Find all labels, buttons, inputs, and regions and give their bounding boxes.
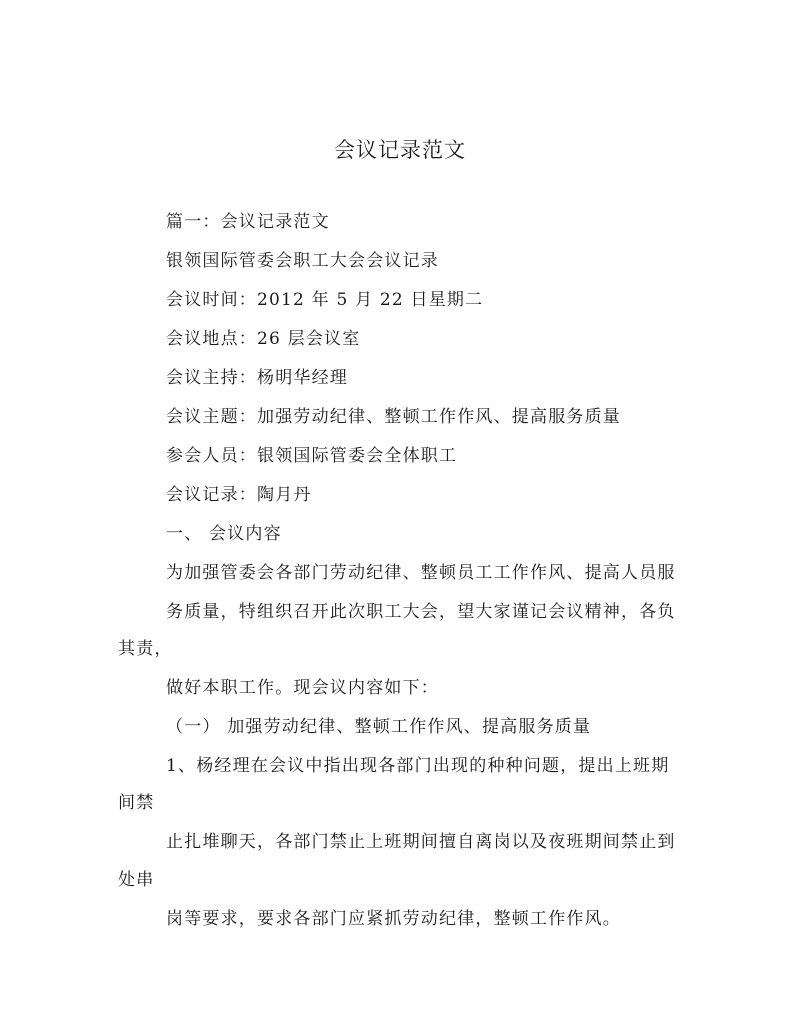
paragraph-line: 做好本职工作。现会议内容如下： xyxy=(166,678,439,698)
meeting-name: 银领国际管委会职工大会会议记录 xyxy=(166,251,439,271)
meeting-time: 会议时间：2012 年 5 月 22 日星期二 xyxy=(166,290,484,310)
paragraph-line: 1、杨经理在会议中指出现各部门出现的种种问题，提出上班期 xyxy=(166,756,670,776)
paragraph-line: 岗等要求，要求各部门应紧抓劳动纪律，整顿工作作风。 xyxy=(166,909,621,929)
meeting-recorder: 会议记录：陶月丹 xyxy=(166,485,312,505)
meeting-location: 会议地点：26 层会议室 xyxy=(166,329,361,349)
subsection-heading: （一） 加强劳动纪律、整顿工作作风、提高服务质量 xyxy=(166,717,592,737)
paragraph-line: 止扎堆聊天，各部门禁止上班期间擅自离岗以及夜班期间禁止到 xyxy=(166,832,676,852)
meeting-topic: 会议主题：加强劳动纪律、整顿工作作风、提高服务质量 xyxy=(166,407,621,427)
paragraph-line: 其责， xyxy=(118,639,173,659)
paragraph-line: 为加强管委会各部门劳动纪律、整顿员工工作作风、提高人员服 xyxy=(166,563,676,583)
paragraph-line: 间禁 xyxy=(118,793,155,813)
document-title: 会议记录范文 xyxy=(334,138,466,162)
meeting-attendees: 参会人员：银领国际管委会全体职工 xyxy=(166,446,458,466)
content-heading: 一、 会议内容 xyxy=(166,524,282,544)
paragraph-line: 处串 xyxy=(118,870,155,890)
paragraph-line: 务质量，特组织召开此次职工大会，望大家谨记会议精神，各负 xyxy=(166,602,676,622)
meeting-host: 会议主持：杨明华经理 xyxy=(166,368,348,388)
section-heading: 篇一：会议记录范文 xyxy=(166,212,330,232)
